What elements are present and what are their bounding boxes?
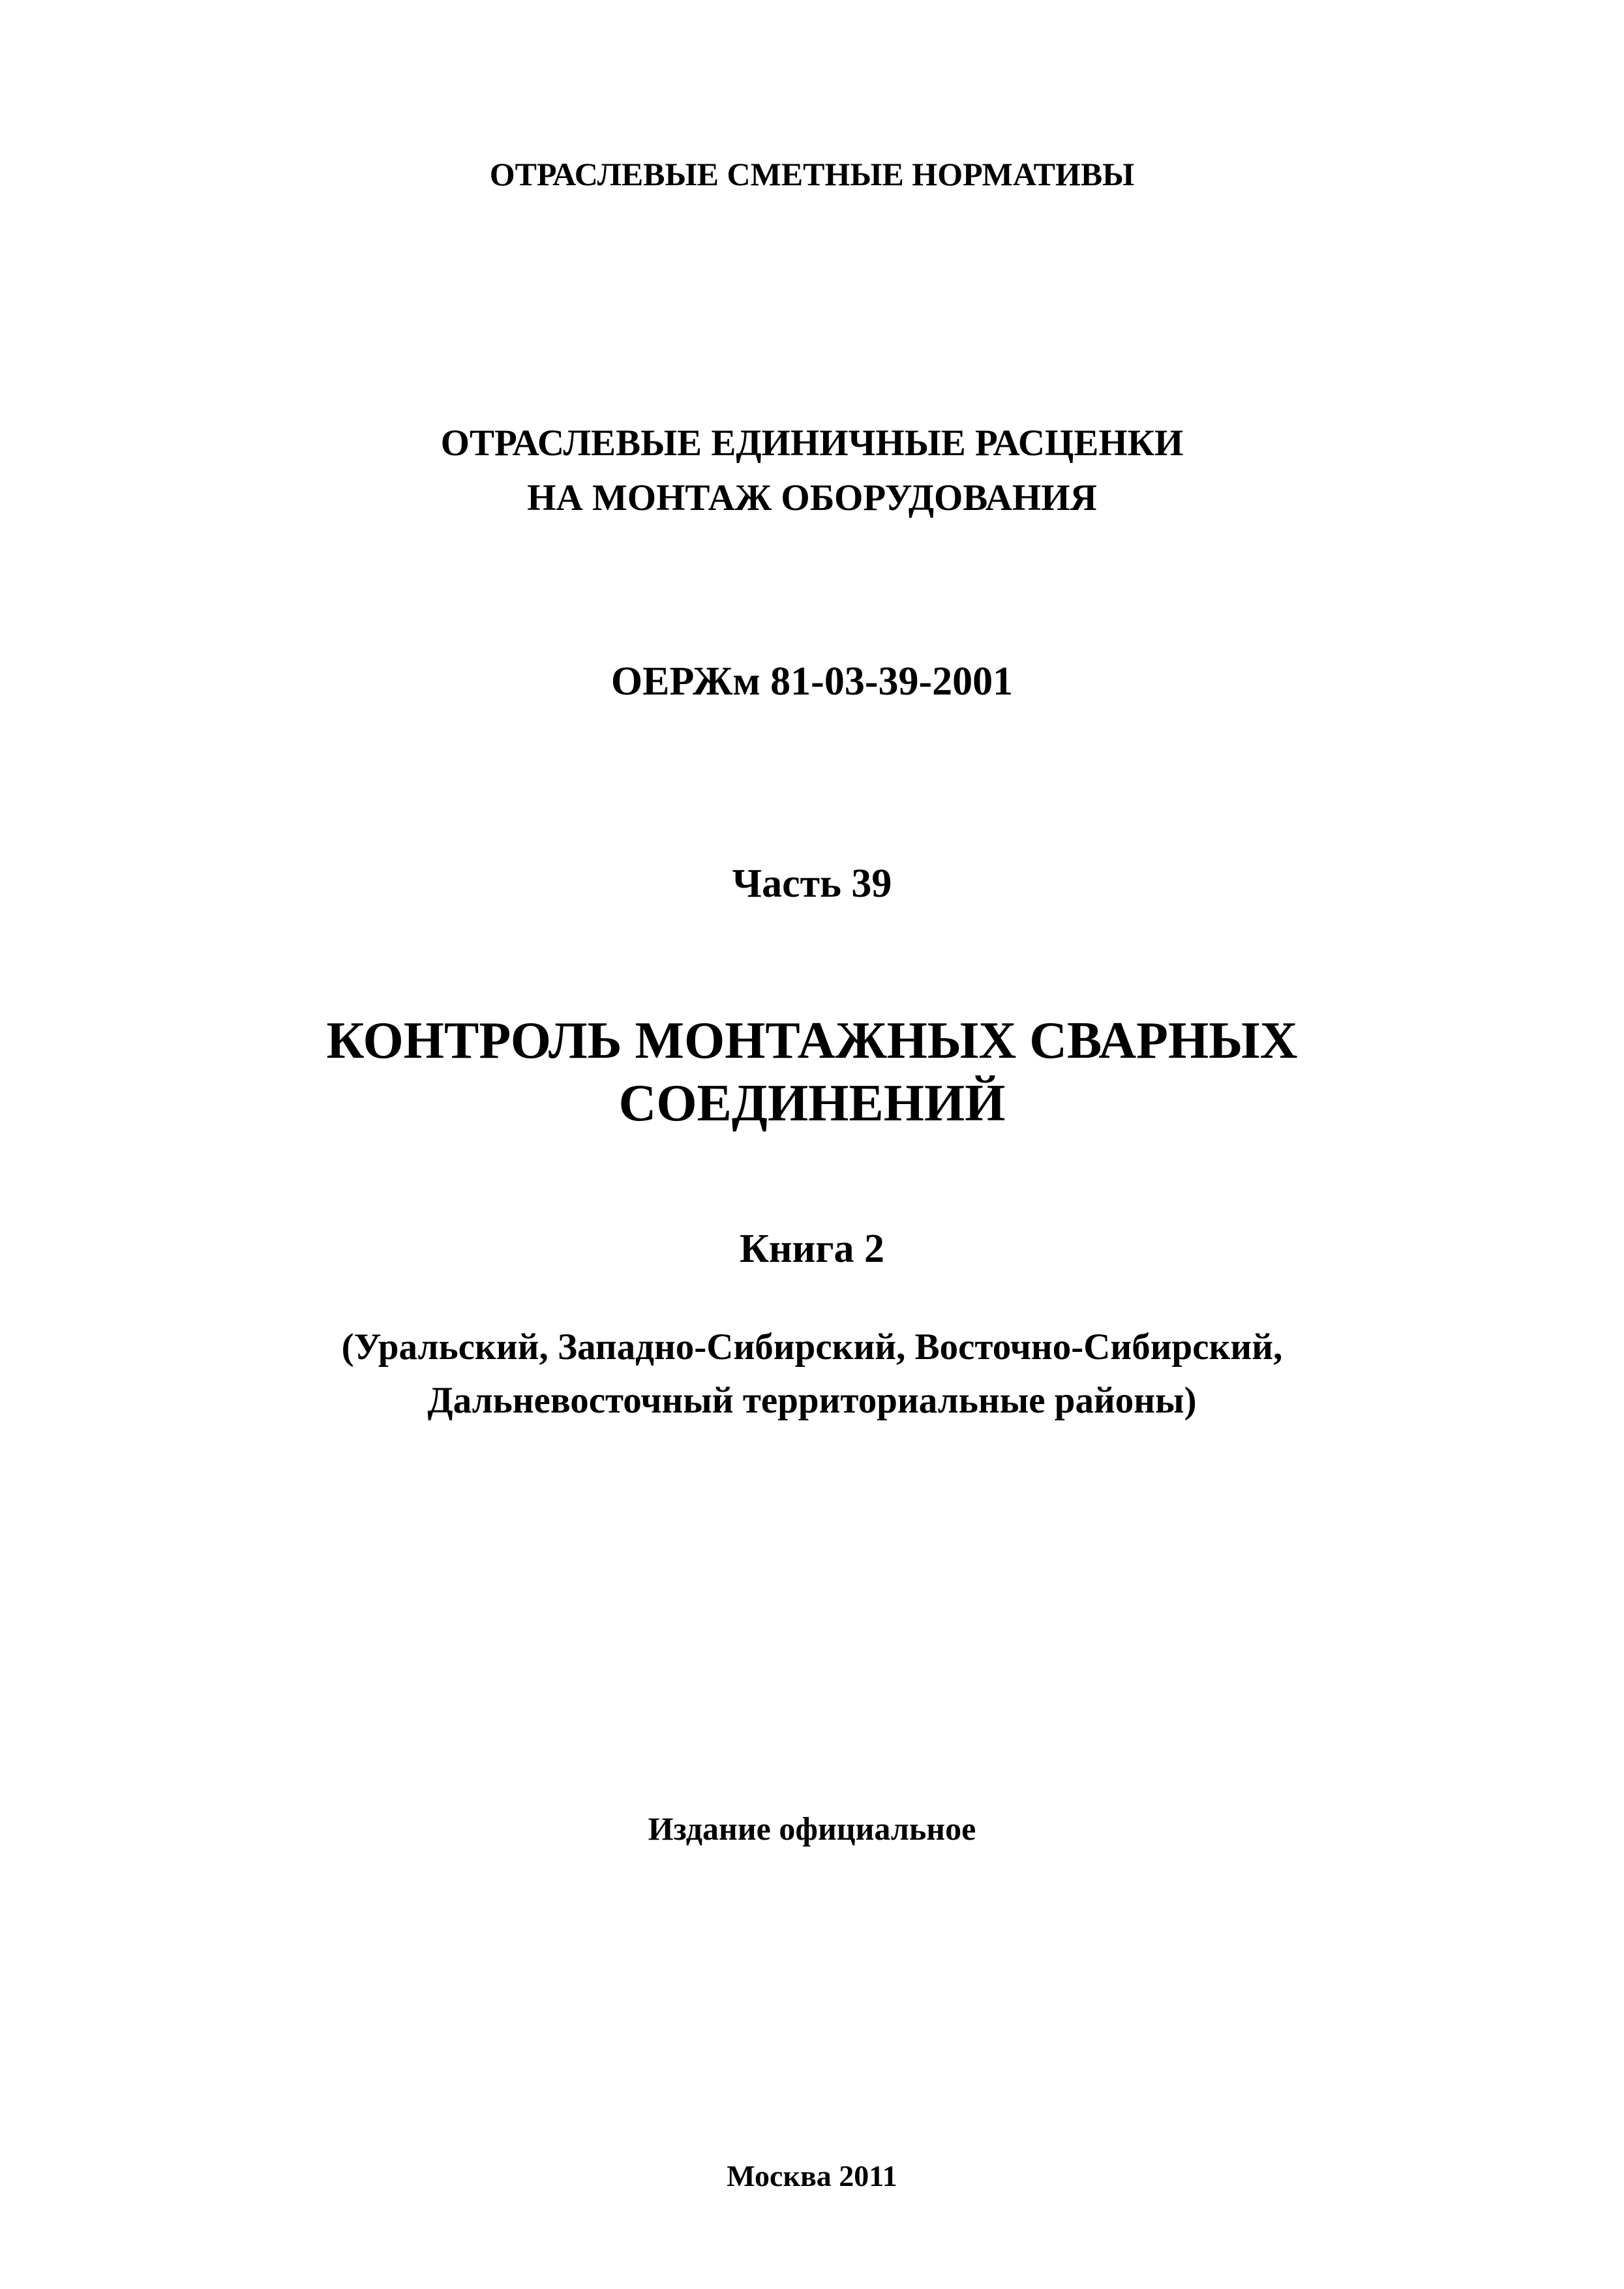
main-title-line-1: ОТРАСЛЕВЫЕ ЕДИНИЧНЫЕ РАСЦЕНКИ: [440, 423, 1184, 464]
part-number: Часть 39: [732, 861, 892, 906]
document-code: ОЕРЖм 81-03-39-2001: [610, 659, 1014, 704]
regions-note-line-2: Дальневосточный территориальные районы): [427, 1380, 1197, 1421]
series-title: ОТРАСЛЕВЫЕ СМЕТНЫЕ НОРМАТИВЫ: [489, 156, 1135, 192]
subject-title-line-2: СОЕДИНЕНИЙ: [618, 1075, 1006, 1132]
main-title: [0, 416, 1624, 526]
subject-title: [0, 1010, 1624, 1135]
main-title-line-2: НА МОНТАЖ ОБОРУДОВАНИЯ: [527, 477, 1097, 518]
regions-note: [0, 1321, 1624, 1428]
city-year: Москва 2011: [727, 2159, 897, 2192]
book-number: Книга 2: [739, 1227, 885, 1271]
edition-note: Издание официальное: [648, 1810, 976, 1847]
subject-title-line-1: КОНТРОЛЬ МОНТАЖНЫХ СВАРНЫХ: [326, 1012, 1298, 1070]
regions-note-line-1: (Уральский, Западно-Сибирский, Восточно-Сибирский,: [341, 1326, 1283, 1368]
